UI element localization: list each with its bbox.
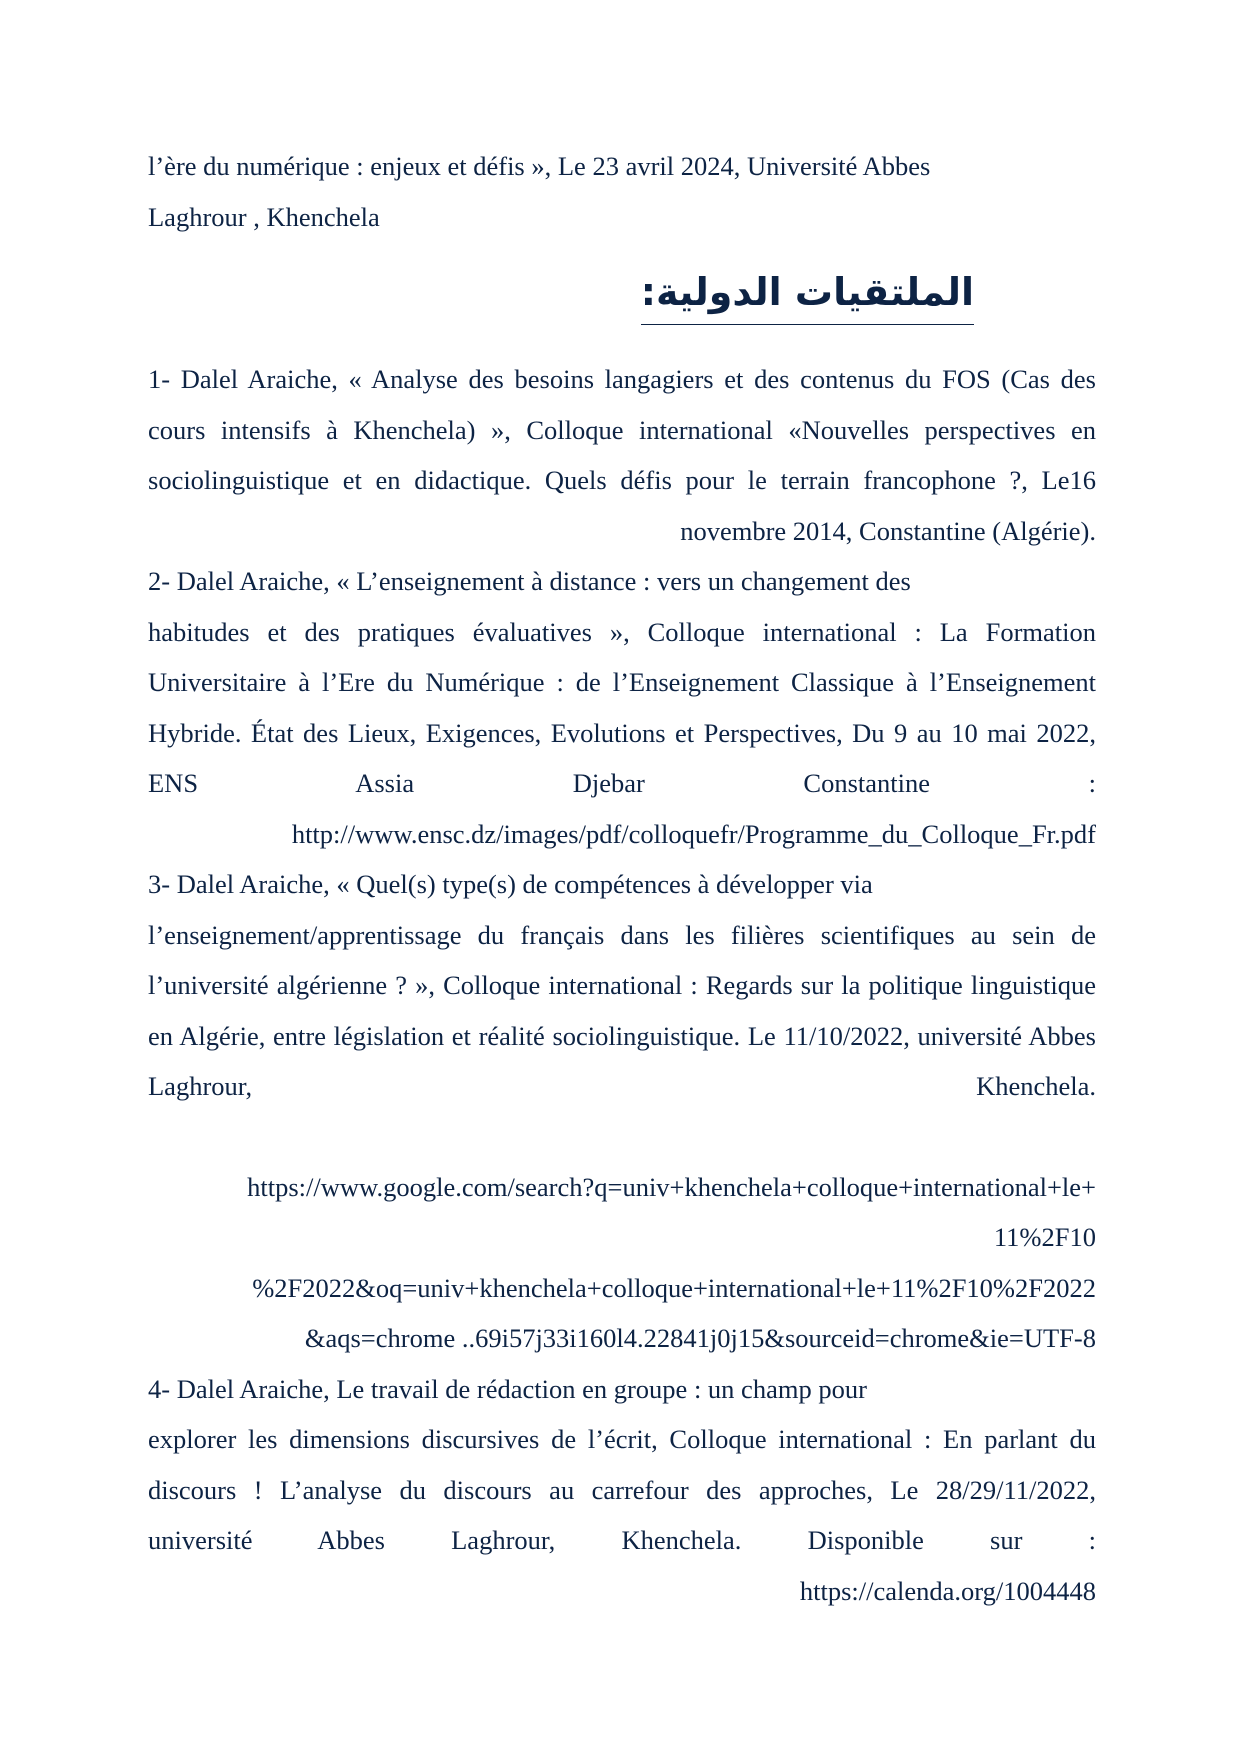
entry-2-body: habitudes et des pratiques évaluatives », Colloque international : La Formation Universitaire à l’Ere du Numérique : de l’Enseignement Classique à l’Enseignement Hybride. État des Lieux, Exigences, Evolutions et Perspectives, Du 9 au 10 mai 2022, ENS Assia Djebar Constantine :	[148, 616, 1096, 798]
entry-3-first-line: 3- Dalel Araiche, « Quel(s) type(s) de compétences à développer via	[148, 869, 873, 899]
entry-4-link[interactable]: https://calenda.org/1004448	[799, 1575, 1096, 1606]
document-body	[148, 141, 1096, 1616]
entry-4-url[interactable]	[148, 1566, 1096, 1617]
entry-2-first-line: 2- Dalel Araiche, « L’enseignement à distance : vers un changement des	[148, 566, 911, 596]
entry-4-body: explorer les dimensions discursives de l’écrit, Colloque international : En parlant du discours ! L’analyse du discours au carrefour des approches, Le 28/29/11/2022, université Abbes Laghrour, Khenchela. Disponible sur :	[148, 1424, 1096, 1555]
entry-3-url-line-1[interactable]: https://www.google.com/search?q=univ+khenchela+colloque+international+le+	[247, 1171, 1096, 1202]
entry-2-link[interactable]: http://www.ensc.dz/images/pdf/colloquefr/Programme_du_Colloque_Fr.pdf	[291, 818, 1096, 849]
entry-1: 1- Dalel Araiche, « Analyse des besoins langagiers et des contenus du FOS (Cas des cours intensifs à Khenchela) », Colloque international «Nouvelles perspectives en sociolinguistique et en didactique. Quels défis pour le terrain francophone ?, Le16 novembre 2014, Constantine (Algérie).	[148, 364, 1096, 546]
entry-3-url-line-3[interactable]: %2F2022&oq=univ+khenchela+colloque+international+le+11%2F10%2F2022	[252, 1272, 1096, 1303]
entry-3-spacer	[148, 1112, 1096, 1162]
entry-3-body: l’enseignement/apprentissage du français dans les filières scientifiques au sein de l’université algérienne ? », Colloque international : Regards sur la politique linguistique en Algérie, entre législation et réalité sociolinguistique. Le 11/10/2022, université Abbes Laghrour, Khenchela.	[148, 919, 1096, 1101]
entry-2-url[interactable]	[148, 809, 1096, 860]
section-heading: الملتقيات الدولية:	[641, 262, 974, 325]
intro-line-2: Laghrour , Khenchela	[148, 201, 380, 232]
entry-3-url-line-4[interactable]: &aqs=chrome ..69i57j33i160l4.22841j0j15&sourceid=chrome&ie=UTF-8	[304, 1323, 1096, 1353]
intro-line-1: l’ère du numérique : enjeux et défis », Le 23 avril 2024, Université Abbes	[148, 151, 931, 181]
section-heading-wrap	[148, 242, 1096, 352]
entry-3-url-line-2[interactable]: 11%2F10	[993, 1222, 1096, 1252]
entry-4-first-line: 4- Dalel Araiche, Le travail de rédaction en groupe : un champ pour	[148, 1373, 867, 1404]
